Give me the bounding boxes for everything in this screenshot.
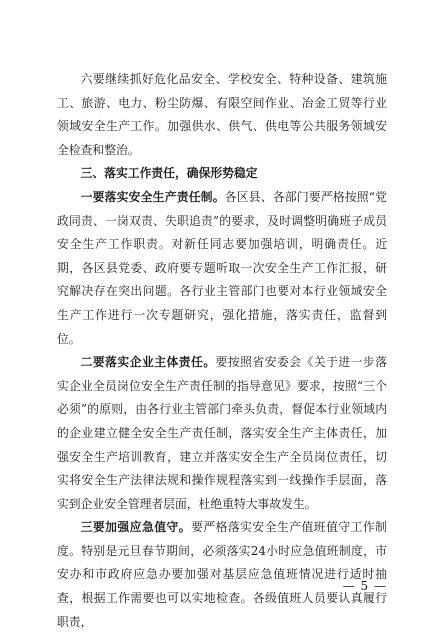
paragraph-lead: 一要落实安全生产责任制。	[80, 189, 225, 204]
paragraph-lead: 二要落实企业主体责任。	[80, 355, 216, 370]
paragraph-text: 各区县、各部门要严格按照“党政同责、一岗双责、失职追责”的要求，及时调整明确班子成员安全生产工作职责。对新任同志要加强培训，明确责任。近期，各区县党委、政府要专题听取一次安全生产工作汇报，研究解决存在突出问题。各行业主管部门也要对本行业领域安全生产工作进行一次专题研究，强化措施，落实责任，监督到位。	[57, 189, 387, 346]
document-body	[57, 68, 387, 634]
paragraph-text: 要严格落实安全生产值班值守工作制度。特别是元旦春节期间，必须落实24小时应急值班制度，市安办和市政府应急办要加强对基层应急值班情况进行适时抽查，根据工作需要也可以实地检查。各级值班人员要认真履行职责，	[57, 520, 387, 629]
paragraph-responsibility-system	[57, 186, 387, 351]
paragraph-text: 要按照省安委会《关于进一步落实企业全员岗位安全生产责任制的指导意见》要求，按照“三个必须”的原则，由各行业主管部门牵头负责，督促本行业领域内的企业建立健全安全生产责任制，落实安全生产主体责任，加强安全生产培训教育，建立并落实安全生产全员岗位责任，切实将安全生产法律法规和操作规程落实到一线操作手层面，落实到企业安全管理者层面，杜绝重特大事故发生。	[57, 355, 387, 511]
paragraph-enterprise-responsibility	[57, 351, 387, 516]
page-number: — 5 —	[342, 579, 387, 593]
paragraph-lead: 三要加强应急值守。	[80, 520, 192, 535]
paragraph-text: 六要继续抓好危化品安全、学校安全、特种设备、建筑施工、旅游、电力、粉尘防爆、有限空间作业、冶金工贸等行业领域安全生产工作。加强供水、供气、供电等公共服务领域安全检查和整治。	[57, 72, 387, 157]
paragraph-safety-sectors	[57, 68, 387, 162]
section-heading: 三、落实工作责任，确保形势稳定	[80, 166, 258, 181]
paragraph-emergency-duty	[57, 516, 387, 634]
